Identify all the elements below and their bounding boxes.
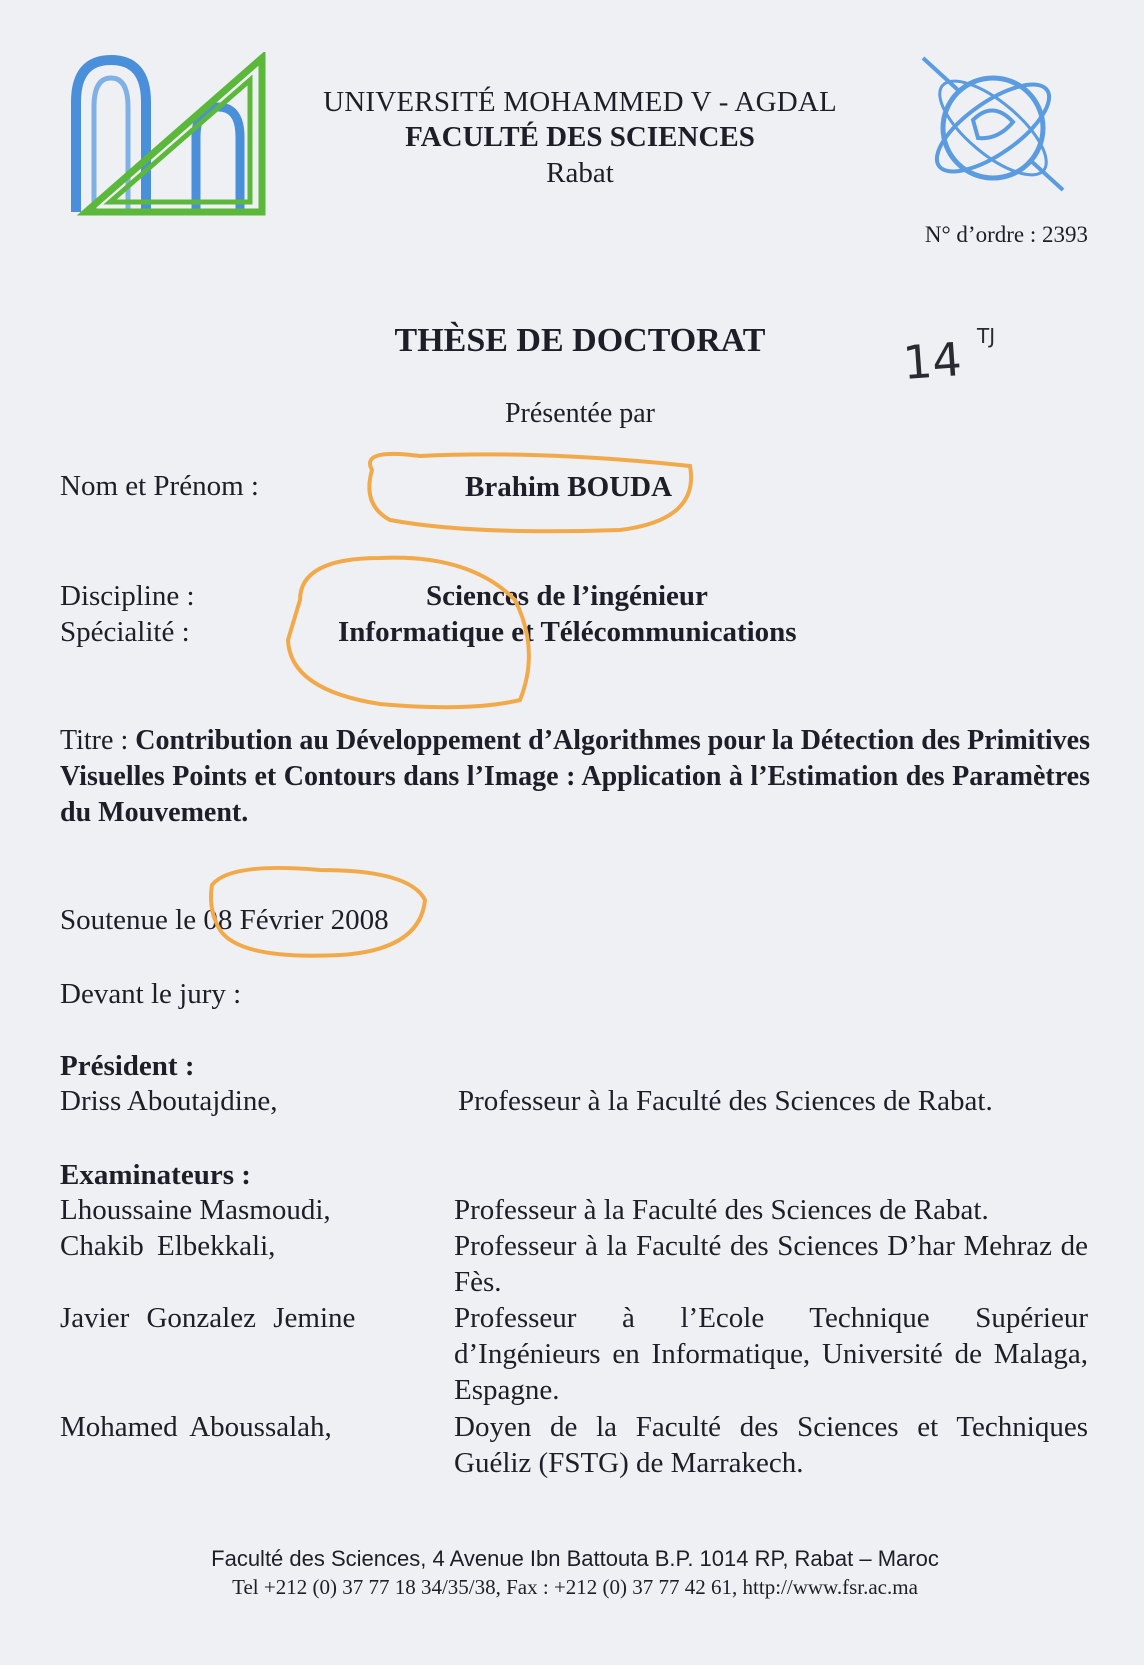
president-heading: Président : bbox=[60, 1050, 195, 1082]
order-number: N° d’ordre : 2393 bbox=[924, 222, 1088, 247]
presented-by: Présentée par bbox=[504, 398, 656, 429]
defense-date: Soutenue le 08 Février 2008 bbox=[60, 904, 389, 936]
president-role: Professeur à la Faculté des Sciences de Rabat. bbox=[458, 1085, 993, 1117]
footer-address: Faculté des Sciences, 4 Avenue Ibn Battouta B.P. 1014 RP, Rabat – Maroc bbox=[211, 1546, 939, 1571]
city-name: Rabat bbox=[546, 157, 614, 189]
university-name: UNIVERSITÉ MOHAMMED V - AGDAL bbox=[323, 86, 837, 118]
thesis-heading: THÈSE DE DOCTORAT bbox=[394, 322, 766, 359]
examinateur-role: Professeur à l’Ecole Technique Supérieur d’Ingénieurs en Informatique, Université de Malaga, Espagne. bbox=[454, 1302, 1088, 1406]
examinateur-role: Doyen de la Faculté des Sciences et Techniques Guéliz (FSTG) de Marrakech. bbox=[454, 1411, 1088, 1479]
examinateur-name: Chakib Elbekkali, bbox=[60, 1230, 276, 1262]
highlight-circle-discipline bbox=[288, 558, 529, 708]
examinateurs-heading: Examinateurs : bbox=[60, 1159, 251, 1191]
handwritten-note-sup: TJ bbox=[977, 324, 996, 348]
examinateur-name: Javier Gonzalez Jemine bbox=[60, 1302, 356, 1334]
discipline-label: Discipline : bbox=[60, 580, 195, 612]
title-label: Titre : bbox=[60, 725, 129, 756]
handwritten-note: 14 bbox=[901, 332, 964, 390]
examinateur-name: Lhoussaine Masmoudi, bbox=[60, 1194, 331, 1226]
candidate-name: Brahim BOUDA bbox=[465, 471, 673, 503]
examinateur-name: Mohamed Aboussalah, bbox=[60, 1411, 332, 1443]
name-label: Nom et Prénom : bbox=[60, 470, 259, 502]
specialite-label: Spécialité : bbox=[60, 616, 190, 648]
examinateur-role: Professeur à la Faculté des Sciences D’har Mehraz de Fès. bbox=[454, 1230, 1088, 1298]
footer-contact: Tel +212 (0) 37 77 18 34/35/38, Fax : +212 (0) 37 77 42 61, http://www.fsr.ac.ma bbox=[232, 1575, 918, 1599]
president-name: Driss Aboutajdine, bbox=[60, 1085, 278, 1117]
discipline-value: Sciences de l’ingénieur bbox=[426, 580, 708, 612]
examinateur-role: Professeur à la Faculté des Sciences de Rabat. bbox=[454, 1194, 989, 1226]
faculty-name: FACULTÉ DES SCIENCES bbox=[405, 121, 755, 153]
highlight-circle-date bbox=[211, 868, 425, 956]
thesis-title: Contribution au Développement d’Algorithmes pour la Détection des Primitives Visuelles Points et Contours dans l’Image : Application à l’Estimation des Paramètres du Mouvement. bbox=[60, 725, 1090, 828]
specialite-value: Informatique et Télécommunications bbox=[338, 616, 797, 648]
highlight-circle-name bbox=[369, 454, 691, 531]
jury-intro: Devant le jury : bbox=[60, 978, 242, 1010]
